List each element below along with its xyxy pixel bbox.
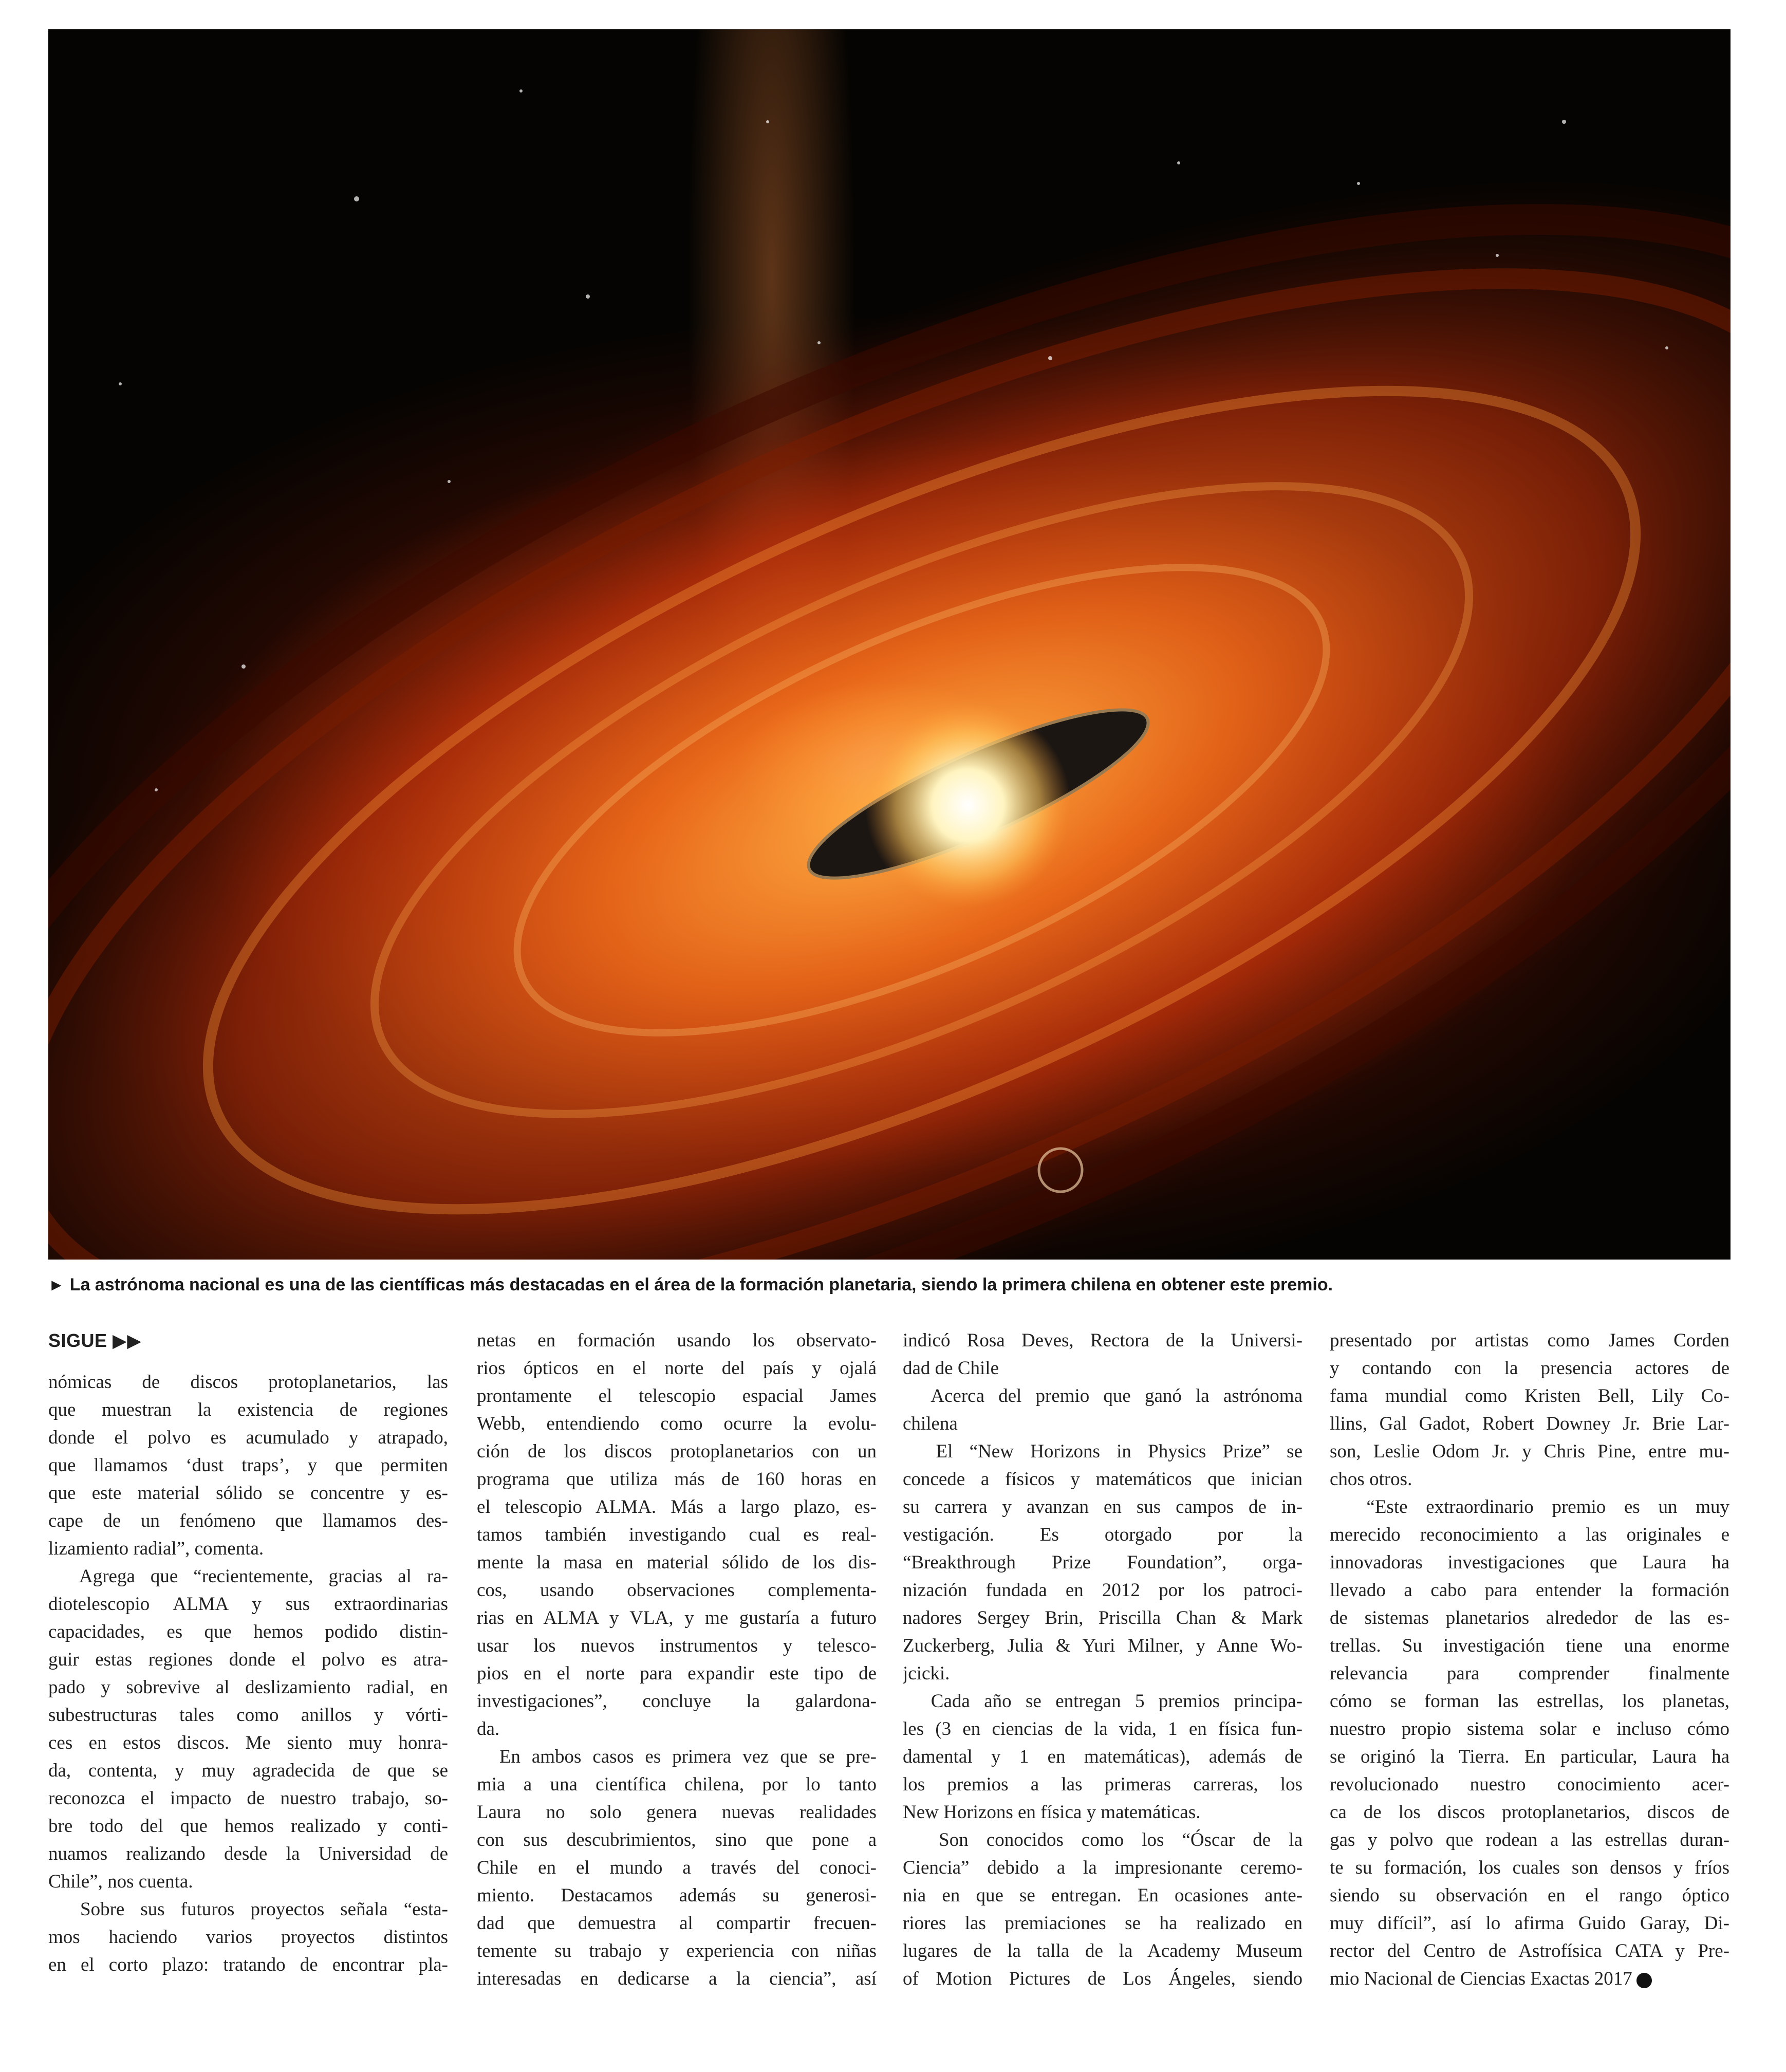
article-line: rias en ALMA y VLA, y me gustaría a futuro	[477, 1607, 877, 1629]
article-line: Chile”, nos cuenta.	[48, 1871, 193, 1892]
article-line: ces en estos discos. Me siento muy honra-	[48, 1732, 448, 1753]
article-line: son, Leslie Odom Jr. y Chris Pine, entre mu-	[1330, 1441, 1729, 1462]
article-column-4	[1330, 1327, 1729, 1993]
article-line: mos haciendo varios proyectos distintos	[48, 1927, 448, 1948]
article-line: siendo su observación en el rango óptico	[1330, 1885, 1729, 1906]
article-line: netas en formación usando los observato-	[477, 1330, 877, 1351]
article-line: Ciencia” debido a la impresionante ceremo-	[903, 1857, 1303, 1878]
article-line: rector del Centro de Astrofísica CATA y Pre-	[1330, 1940, 1729, 1962]
continuation-label: SIGUE ▶▶	[48, 1330, 142, 1351]
article-line: nización fundada en 2012 por los patroci-	[903, 1580, 1303, 1601]
article-line: concede a físicos y matemáticos que inician	[903, 1469, 1303, 1490]
article-line: jcicki.	[903, 1663, 950, 1684]
article-line: “Breakthrough Prize Foundation”, orga-	[903, 1552, 1303, 1573]
article-line: guir estas regiones donde el polvo es atra-	[48, 1649, 448, 1670]
article-line: presentado por artistas como James Corden	[1330, 1330, 1729, 1351]
article-line: usar los nuevos instrumentos y telesco-	[477, 1635, 877, 1656]
article-line: El “New Horizons in Physics Prize” se	[903, 1441, 1303, 1462]
article-line: nuestro propio sistema solar e incluso cómo	[1330, 1718, 1729, 1740]
article-line: programa que utiliza más de 160 horas en	[477, 1469, 877, 1490]
article-line: riores las premiaciones se ha realizado en	[903, 1913, 1303, 1934]
article-line: En ambos casos es primera vez que se pre-	[477, 1746, 877, 1767]
article-line: te su formación, los cuales son densos y fríos	[1330, 1857, 1729, 1878]
article-line: cómo se forman las estrellas, los planetas,	[1330, 1691, 1729, 1712]
article-line: New Horizons en física y matemáticas.	[903, 1802, 1201, 1823]
protoplanetary-disk-photo	[48, 29, 1731, 1260]
article-line: de sistemas planetarios alrededor de las es-	[1330, 1607, 1729, 1629]
article-line: of Motion Pictures de Los Ángeles, siendo	[903, 1968, 1303, 1989]
article-line: Zuckerberg, Julia & Yuri Milner, y Anne Wo-	[903, 1635, 1303, 1656]
article-line: dad de Chile	[903, 1358, 999, 1379]
article-line: bre todo del que hemos realizado y conti-	[48, 1816, 448, 1837]
article-line: fama mundial como Kristen Bell, Lily Co-	[1330, 1385, 1729, 1407]
caption-text: La astrónoma nacional es una de las científicas más destacadas en el área de la formación planetaria, siendo la primera chilena en obtener este premio.	[69, 1275, 1333, 1294]
article-line: capacidades, es que hemos podido distin-	[48, 1621, 448, 1642]
article-line: damental y 1 en matemáticas), además de	[903, 1746, 1303, 1767]
article-line: Webb, entendiendo como ocurre la evolu-	[477, 1413, 877, 1434]
article-line: “Este extraordinario premio es un muy	[1330, 1496, 1729, 1518]
article-column-2	[477, 1327, 877, 1993]
article-line: reconozca el impacto de nuestro trabajo, so-	[48, 1788, 448, 1809]
article-line: cape de un fenómeno que llamamos des-	[48, 1510, 448, 1531]
article-line: nuamos realizando desde la Universidad de	[48, 1843, 448, 1864]
article-line: Sobre sus futuros proyectos señala “esta-	[48, 1899, 448, 1920]
article-line: mente la masa en material sólido de los dis-	[477, 1552, 877, 1573]
article-line: que muestran la existencia de regiones	[48, 1399, 448, 1420]
article-line: con sus descubrimientos, sino que pone a	[477, 1829, 877, 1851]
article-line: rios ópticos en el norte del país y ojalá	[477, 1358, 877, 1379]
article-line: investigaciones”, concluye la galardona-	[477, 1691, 877, 1712]
article-line: diotelescopio ALMA y sus extraordinarias	[48, 1594, 448, 1615]
article-line: pado y sobrevive al deslizamiento radial, en	[48, 1677, 448, 1698]
article-line: relevancia para comprender finalmente	[1330, 1663, 1729, 1684]
article-line: temente su trabajo y experiencia con niñas	[477, 1940, 877, 1962]
article-line: revolucionado nuestro conocimiento acer-	[1330, 1774, 1729, 1795]
article-line: Laura no solo genera nuevas realidades	[477, 1802, 877, 1823]
article-line: da.	[477, 1718, 500, 1740]
article-line: Agrega que “recientemente, gracias al ra-	[48, 1566, 448, 1587]
article-line: chilena	[903, 1413, 958, 1434]
article-line: en el corto plazo: tratando de encontrar pla-	[48, 1954, 448, 1975]
article-line: da, contenta, y muy agradecida de que se	[48, 1760, 448, 1781]
article-line: Cada año se entregan 5 premios principa-	[903, 1691, 1303, 1712]
article-line: lugares de la talla de la Academy Museum	[903, 1940, 1303, 1962]
article-line: tamos también investigando cual es real-	[477, 1524, 877, 1545]
article-line: nómicas de discos protoplanetarios, las	[48, 1372, 448, 1393]
article-line: nadores Sergey Brin, Priscilla Chan & Mark	[903, 1607, 1303, 1629]
photo-caption	[48, 1273, 1731, 1296]
article-line: donde el polvo es acumulado y atrapado,	[48, 1427, 448, 1448]
article-line: que este material sólido se concentre y es-	[48, 1483, 448, 1504]
article-line: el telescopio ALMA. Más a largo plazo, es-	[477, 1496, 877, 1518]
article-line: chos otros.	[1330, 1469, 1412, 1490]
article-line: interesadas en dedicarse a la ciencia”, así	[477, 1968, 877, 1989]
article-line: dad que demuestra al compartir frecuen-	[477, 1913, 877, 1934]
article-line: los premios a las primeras carreras, los	[903, 1774, 1303, 1795]
article-line: se originó la Tierra. En particular, Laura ha	[1330, 1746, 1729, 1767]
article-line: lizamiento radial”, comenta.	[48, 1538, 264, 1559]
article-line: llevado a cabo para entender la formación	[1330, 1580, 1729, 1601]
article-line: trellas. Su investigación tiene una enorme	[1330, 1635, 1729, 1656]
article-column-1	[48, 1327, 448, 1979]
article-line: gas y polvo que rodean a las estrellas duran-	[1330, 1829, 1729, 1851]
article-line: llins, Gal Gadot, Robert Downey Jr. Brie Lar-	[1330, 1413, 1729, 1434]
end-of-article-icon	[1636, 1973, 1652, 1988]
disk-illustration	[48, 29, 1731, 1260]
article-column-3	[903, 1327, 1303, 1993]
caption-arrow-icon: ►	[48, 1275, 65, 1294]
article-line: que llamamos ‘dust traps’, y que permiten	[48, 1455, 448, 1476]
article-line: Chile en el mundo a través del conoci-	[477, 1857, 877, 1878]
article-line: Acerca del premio que ganó la astrónoma	[903, 1385, 1303, 1407]
article-line: cos, usando observaciones complementa-	[477, 1580, 877, 1601]
article-line: innovadoras investigaciones que Laura ha	[1330, 1552, 1729, 1573]
article-line: merecido reconocimiento a las originales e	[1330, 1524, 1729, 1545]
article-line: Son conocidos como los “Óscar de la	[903, 1829, 1303, 1851]
article-line: ca de los discos protoplanetarios, discos de	[1330, 1802, 1729, 1823]
article-line: y contando con la presencia actores de	[1330, 1358, 1729, 1379]
article-line: miento. Destacamos además su generosi-	[477, 1885, 877, 1906]
article-line: prontamente el telescopio espacial James	[477, 1385, 877, 1407]
article-line: mio Nacional de Ciencias Exactas 2017	[1330, 1965, 1729, 1993]
article-line: muy difícil”, así lo afirma Guido Garay, Di-	[1330, 1913, 1729, 1934]
article-line: mia a una científica chilena, por lo tanto	[477, 1774, 877, 1795]
article-line: ción de los discos protoplanetarios con un	[477, 1441, 877, 1462]
article-line: les (3 en ciencias de la vida, 1 en física fun-	[903, 1718, 1303, 1740]
article-line: vestigación. Es otorgado por la	[903, 1524, 1303, 1545]
article-line: su carrera y avanzan en sus campos de in-	[903, 1496, 1303, 1518]
article-line: indicó Rosa Deves, Rectora de la Universi-	[903, 1330, 1303, 1351]
article-line: nia en que se entregan. En ocasiones ante-	[903, 1885, 1303, 1906]
article-line: subestructuras tales como anillos y vórti-	[48, 1705, 448, 1726]
article-line: pios en el norte para expandir este tipo de	[477, 1663, 877, 1684]
